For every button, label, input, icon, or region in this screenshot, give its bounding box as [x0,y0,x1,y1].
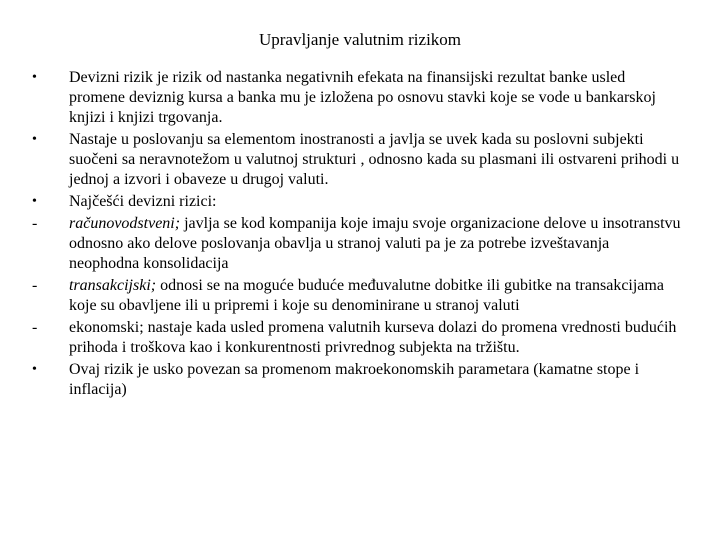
list-item [32,214,682,274]
list-item [32,318,682,358]
list-item [32,68,682,128]
item-text: Najčešći devizni rizici: [69,193,217,210]
list-item [32,276,682,316]
item-term: transakcijski; [69,277,157,294]
bullet-marker: • [32,132,37,147]
bullet-marker: • [32,70,37,85]
dash-marker: - [32,277,38,294]
list-item [32,360,682,400]
bullet-marker: • [32,194,37,209]
list-item [32,130,682,190]
item-text: ekonomski; nastaje kada usled promena valutnih kurseva dolazi do promena vrednosti budućih prihoda i troškova kao i konkurentnosti privrednog subjekta na tržištu. [69,319,677,356]
item-text: javlja se kod kompanija koje imaju svoje organizacione delove u insotranstvu odnosno ako delove poslovanja obavlja u stranoj valuti pa je za potrebe izveštavanja neophodna konsolidacija [69,215,681,272]
dash-marker: - [32,319,38,336]
bullet-marker: • [32,362,37,377]
item-text: Ovaj rizik je usko povezan sa promenom makroekonomskih parametara (kamatne stope i inflacija) [69,361,640,398]
content-list [32,68,682,402]
list-item [32,192,682,212]
item-text: Nastaje u poslovanju sa elementom inostranosti a javlja se uvek kada su poslovni subjekti suočeni sa neravnotežom u valutnoj strukturi , odnosno kada su plasmani ili ostvareni prihodi u jednoj a izvori i obaveze u drugoj valuti. [69,131,680,188]
dash-marker: - [32,215,38,232]
item-term: računovodstveni; [69,215,181,232]
item-text: odnosi se na moguće buduće međuvalutne dobitke ili gubitke na transakcijama koje su obavljene ili u pripremi i koje su denominirane u stranoj valuti [69,277,664,314]
page-title: Upravljanje valutnim rizikom [258,30,462,49]
item-text: Devizni rizik je rizik od nastanka negativnih efekata na finansijski rezultat banke usled promene deviznig kursa a banka mu je izložena po osnovu stavki koje se vode u bankarskoj knjizi i knjizi trgovanja. [69,69,656,126]
